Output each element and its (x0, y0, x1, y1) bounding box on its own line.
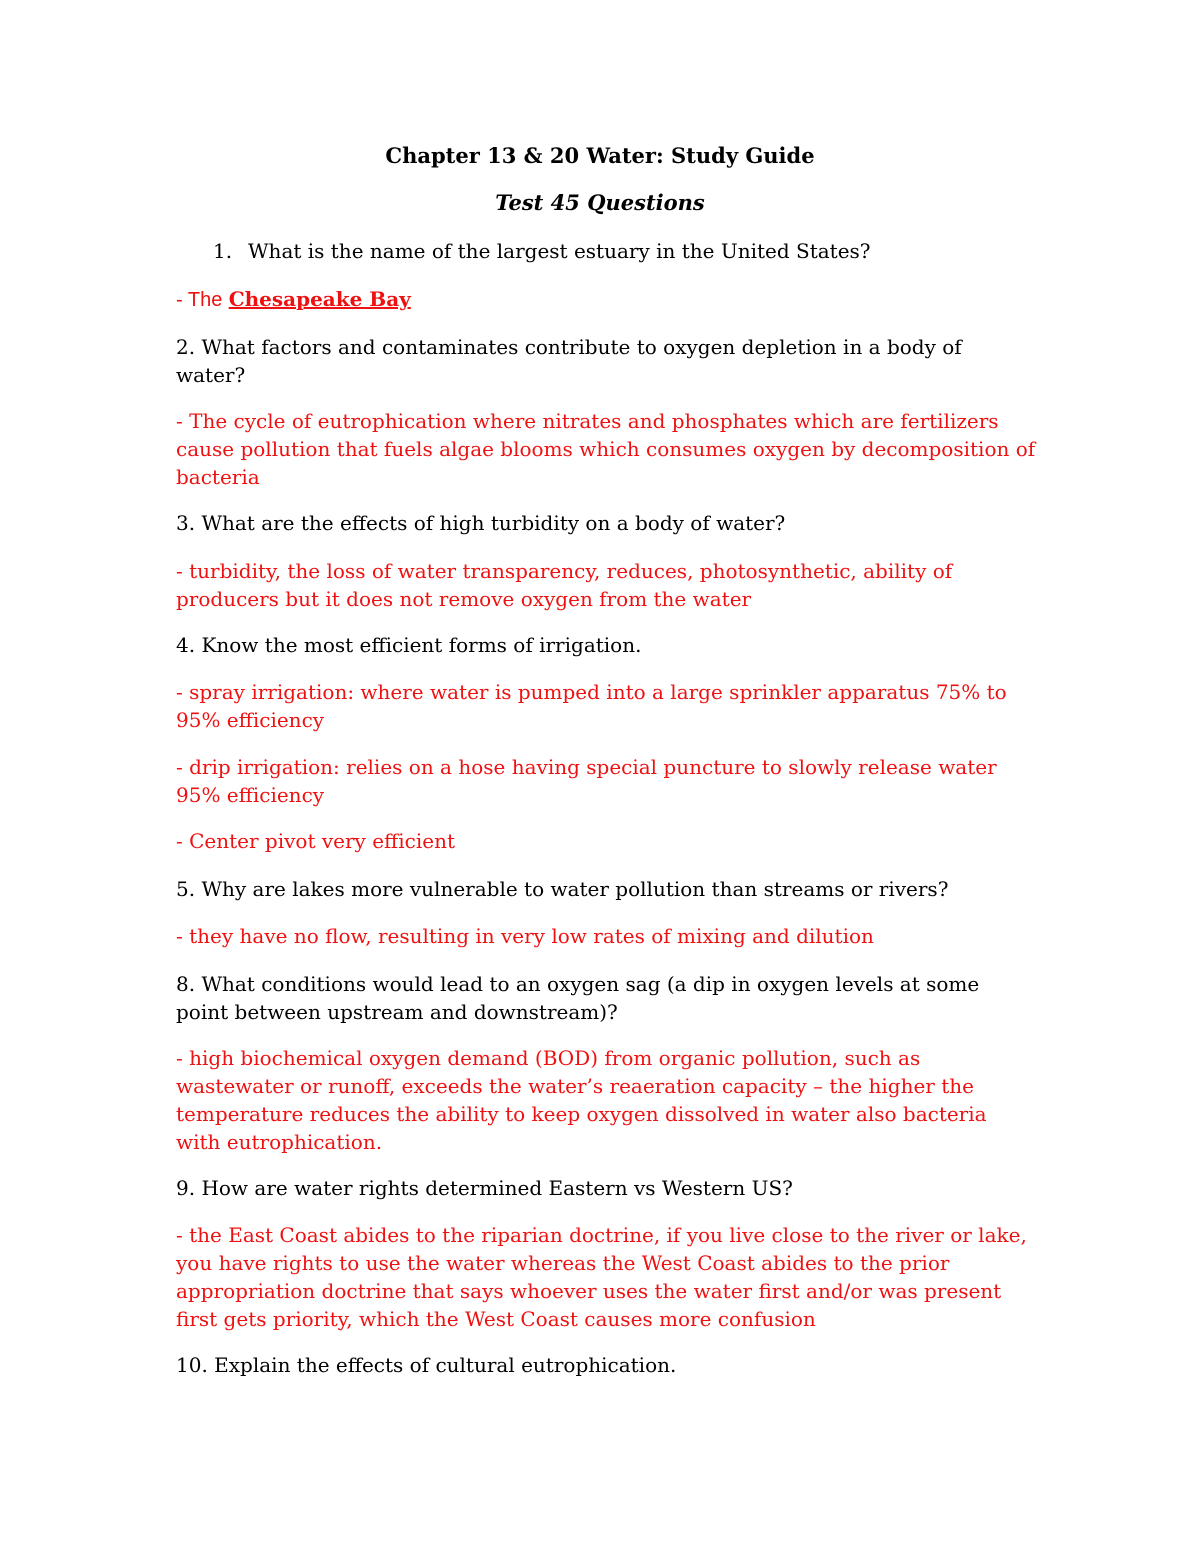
question-1-text: What is the name of the largest estuary in the United States? (248, 239, 871, 263)
answer-3: - turbidity, the loss of water transparency, reduces, photosynthetic, ability of producers but it does not remove oxygen from the water (176, 559, 953, 611)
document-subtitle: Test 45 Questions (495, 190, 705, 215)
document-title: Chapter 13 & 20 Water: Study Guide (385, 143, 815, 168)
question-5-text: 5. Why are lakes more vulnerable to water pollution than streams or rivers? (176, 877, 949, 901)
answer-1-highlight: Chesapeake Bay (228, 287, 411, 311)
answer-4-spray: - spray irrigation: where water is pumped into a large sprinkler apparatus 75% to 95% efficiency (176, 680, 1007, 732)
answer-4-center-pivot: - Center pivot very efficient (176, 829, 456, 853)
answer-1 (176, 285, 1036, 314)
answer-8: - high biochemical oxygen demand (BOD) from organic pollution, such as wastewater or runoff, exceeds the water’s reaeration capacity – the higher the temperature reduces the ability to keep oxygen dissolved in water also bacteria with eutrophication. (176, 1046, 987, 1154)
question-4-text: 4. Know the most efficient forms of irrigation. (176, 633, 642, 657)
answer-2: - The cycle of eutrophication where nitrates and phosphates which are fertilizers cause pollution that fuels algae blooms which consumes oxygen by decomposition of bacteria (176, 409, 1036, 489)
answer-1-prefix: - The (176, 289, 223, 311)
answer-5: - they have no flow, resulting in very low rates of mixing and dilution (176, 924, 874, 948)
question-10-text: 10. Explain the effects of cultural eutrophication. (176, 1353, 677, 1377)
question-9-text: 9. How are water rights determined Eastern vs Western US? (176, 1176, 793, 1200)
answer-4-drip: - drip irrigation: relies on a hose having special puncture to slowly release water 95% efficiency (176, 755, 997, 807)
answer-9: - the East Coast abides to the riparian doctrine, if you live close to the river or lake, you have rights to use the water whereas the West Coast abides to the prior appropriation doctrine that says whoever uses the water first and/or was present first gets priority, which the West Coast causes more confusion (176, 1223, 1027, 1331)
question-1-number: 1. (213, 239, 233, 263)
question-2-text: 2. What factors and contaminates contribute to oxygen depletion in a body of water? (176, 335, 962, 387)
question-8-text: 8. What conditions would lead to an oxygen sag (a dip in oxygen levels at some point between upstream and downstream)? (176, 972, 980, 1024)
question-3-text: 3. What are the effects of high turbidity on a body of water? (176, 511, 786, 535)
